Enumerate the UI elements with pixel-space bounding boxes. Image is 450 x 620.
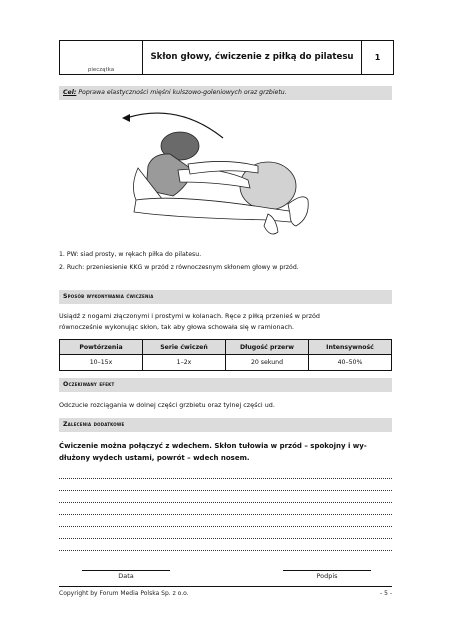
step-item: 2. Ruch: przeniesienie KKG w przód z równoczesnym skłonem głowy w przód. [59,264,299,271]
date-line [82,570,170,571]
note-line [59,538,392,539]
foot-icon [288,197,308,226]
page-footer-number: - 5 - [380,590,392,597]
table-cell: 1–2x [143,355,226,371]
stamp-cell [60,41,143,74]
copyright-text: Copyright by Forum Media Polska Sp. z o.o. [59,590,189,597]
recommendations-heading: Zalecenia dodatkowe [59,418,392,432]
recommendations-line: Ćwiczenie można połączyć z wdechem. Skłon tułowia w przód – spokojny i wy- [59,442,367,450]
parameters-table [59,339,392,371]
signature-line [283,570,371,571]
table-cell: 10–15x [60,355,143,371]
date-label: Data [118,572,134,580]
goal-text: Poprawa elastyczności mięśni kulszowo-goleniowych oraz grzbietu. [78,89,287,96]
table-header: Intensywność [309,340,392,355]
arrow-head-icon [122,114,130,122]
header-box [59,40,394,75]
method-line: Usiądź z nogami złączonymi i prostymi w kolanach. Ręce z piłką przenieś w przód [59,312,320,320]
recommendations-text [59,440,392,464]
method-line: równocześnie wykonując skłon, tak aby głowa schowała się w ramionach. [59,323,295,331]
note-line [59,502,392,503]
exercise-illustration [118,108,318,243]
table-header: Serie ćwiczeń [143,340,226,355]
note-line [59,550,392,551]
table-cell: 20 sekund [226,355,309,371]
table-header: Długość przerw [226,340,309,355]
effect-heading: Oczekiwany efekt [59,378,392,392]
exercise-title: Skłon głowy, ćwiczenie z piłką do pilatesu [150,52,354,62]
method-heading: Sposób wykonywania ćwiczenia [59,290,392,304]
table-cell: 40–50% [309,355,392,371]
recommendations-line: dłużony wydech ustami, powrót – wdech nosem. [59,454,250,462]
table-row [60,355,392,371]
note-line [59,490,392,491]
stamp-label: pieczątka [87,67,115,73]
footer-rule [59,586,392,587]
note-line [59,478,392,479]
exercise-number: 1 [374,53,381,62]
signature-label: Podpis [316,572,338,580]
note-line [59,526,392,527]
note-line [59,514,392,515]
table-header: Powtórzenia [60,340,143,355]
goal-bar [59,86,392,100]
steps-list [59,248,392,274]
method-text [59,311,392,333]
effect-text: Odczucie rozciągania w dolnej części grzbietu oraz tylnej części ud. [59,401,275,409]
arm-icon [178,169,250,188]
goal-label: Cel: [63,89,77,96]
step-item: 1. PW: siad prosty, w rękach piłka do pilatesu. [59,251,202,258]
